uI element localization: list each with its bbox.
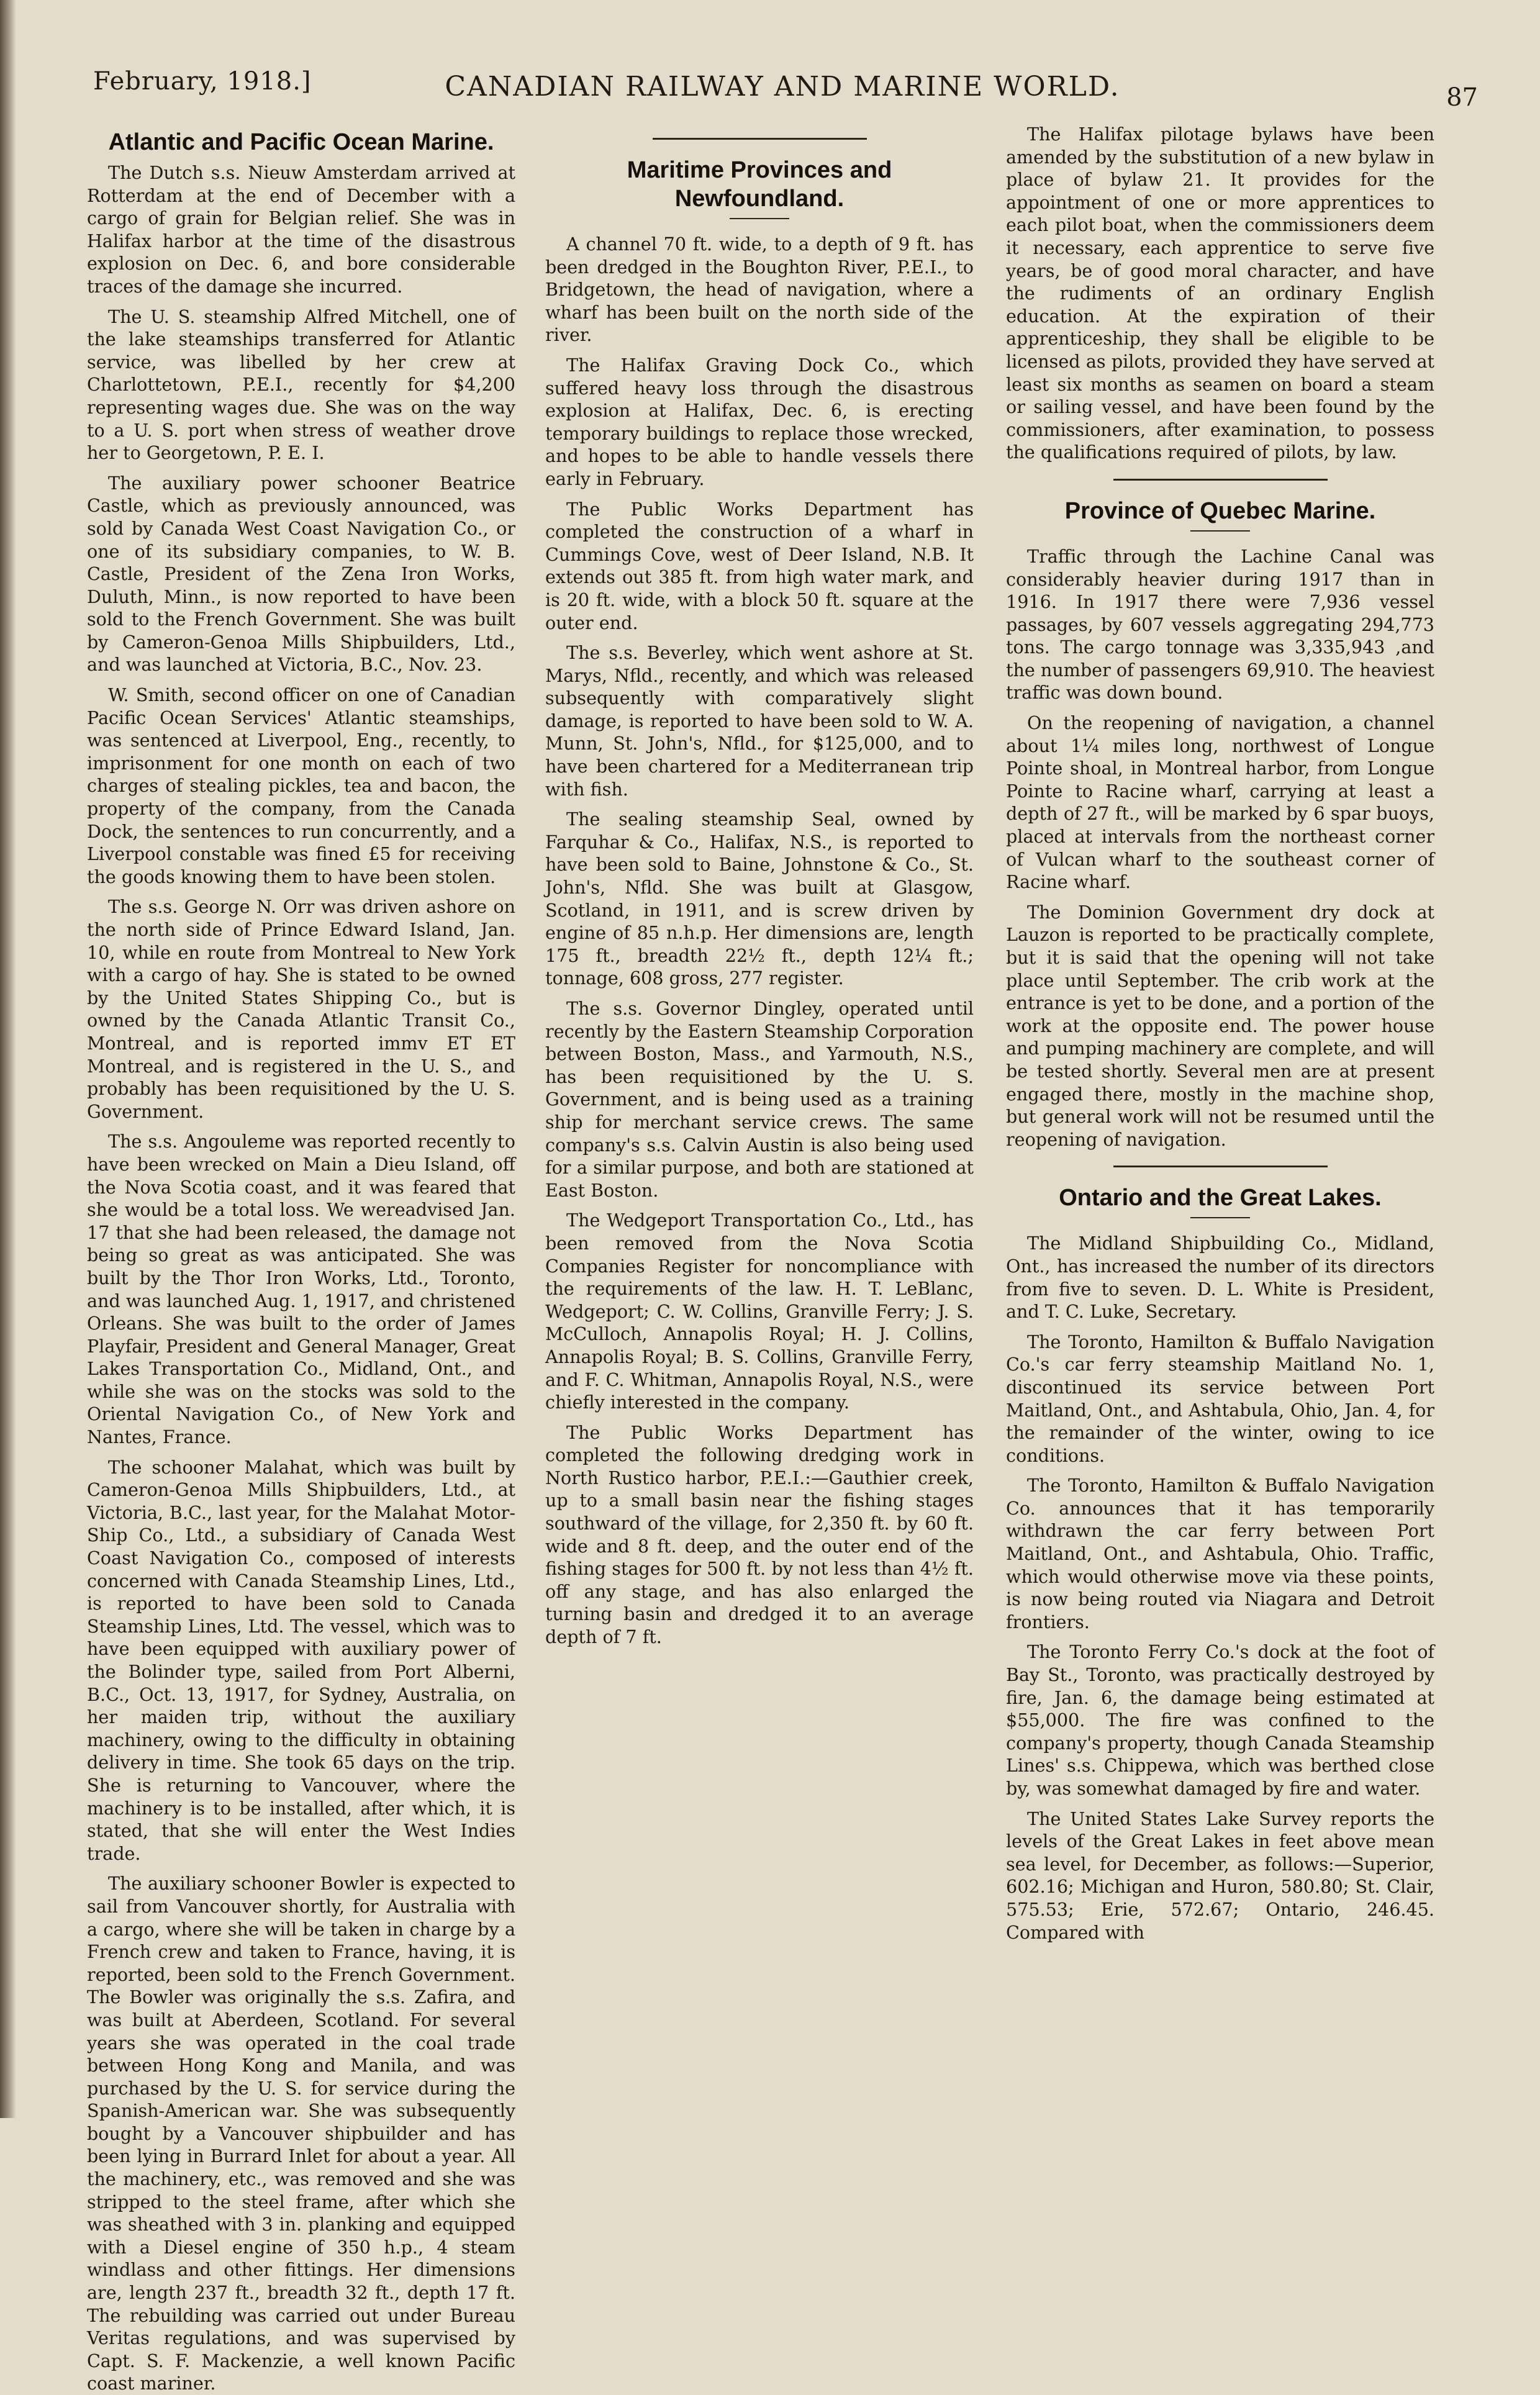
running-header xyxy=(87,67,1478,117)
article-paragraph: The Toronto Ferry Co.'s dock at the foot of Bay St., Toronto, was practically destroyed by fire, Jan. 6, the damage being estimated at $55,000. The fire was confined to the company's property, though Canada Steamship Lines' s.s. Chippewa, which was berthed close by, was somewhat damaged by fire and water. xyxy=(1006,1641,1434,1799)
heading-underline xyxy=(730,218,790,219)
article-paragraph: The Halifax Graving Dock Co., which suffered heavy loss through the disastrous explosion at Halifax, Dec. 6, is erecting temporary buildings to replace those wrecked, and hopes to be able to handle vessels there early in February. xyxy=(545,354,974,489)
article-paragraph: The Toronto, Hamilton & Buffalo Navigation Co. announces that it has temporarily withdrawn the car ferry between Port Maitland, Ont., and Ashtabula, Ohio. Traffic, which would otherwise move via these points, is now being routed via Niagara and Detroit frontiers. xyxy=(1006,1475,1434,1632)
section-divider xyxy=(1113,479,1328,481)
issue-date: February, 1918.] xyxy=(93,67,312,96)
column-2 xyxy=(545,123,974,2085)
article-paragraph: The auxiliary schooner Bowler is expected to sail from Vancouver shortly, for Australia with a cargo, where she will be taken in charge by a French crew and taken to France, having, it is reported, been sold to the French Government. The Bowler was originally the s.s. Zafira, and was built at Aberdeen, Scotland. For several years she was operated in the coal trade between Hong Kong and Manila, and was purchased by the U. S. for service during the Spanish-American war. She was subsequently bought by a Vancouver shipbuilder and has been lying in Burrard Inlet for about a year. All the machinery, etc., was removed and she was stripped to the steel frame, after which she was sheathed with 3 in. planking and equipped with a Diesel engine of 350 h.p., 4 steam windlass and other fittings. Her dimensions are, length 237 ft., breadth 32 ft., depth 17 ft. The rebuilding was carried out under Bureau Veritas regulations, and was supervised by Capt. S. F. Mackenzie, a well known Pacific coast mariner. xyxy=(87,1873,515,2394)
column-3 xyxy=(1006,123,1434,2085)
section-heading-maritime: Maritime Provinces and Newfoundland. xyxy=(627,157,892,212)
article-paragraph: The Midland Shipbuilding Co., Midland, Ont., has increased the number of its directors from five to seven. D. L. White is President, and T. C. Luke, Secretary. xyxy=(1006,1233,1434,1323)
section-heading-quebec: Province of Quebec Marine. xyxy=(1064,497,1376,524)
article-paragraph: The Toronto, Hamilton & Buffalo Navigation Co.'s car ferry steamship Maitland No. 1, discontinued its service between Port Maitland, Ont., and Ashtabula, Ohio, Jan. 4, for the remainder of the winter, owing to ice conditions. xyxy=(1006,1331,1434,1466)
article-paragraph: The Public Works Department has completed the following dredging work in North Rustico harbor, P.E.I.:—Gauthier creek, up to a small basin near the fishing stages southward of the village, for 2,350 ft. by 60 ft. wide and 8 ft. deep, and the outer end of the fishing stages for 500 ft. by not less than 4½ ft. off any stage, and has also enlarged the turning basin and dredged it to an average depth of 7 ft. xyxy=(545,1421,974,1648)
article-paragraph: W. Smith, second officer on one of Canadian Pacific Ocean Services' Atlantic steamships, was sentenced at Liverpool, Eng., recently, to imprisonment for one month on each of two charges of stealing pickles, tea and bacon, the property of the company, from the Canada Dock, the sentences to run concurrently, and a Liverpool constable was fined £5 for receiving the goods knowing them to have been stolen. xyxy=(87,684,515,887)
section-heading-ontario: Ontario and the Great Lakes. xyxy=(1059,1185,1382,1211)
article-paragraph: The Dominion Government dry dock at Lauzon is reported to be practically complete, but it is said that the opening will not take place until September. The crib work at the entrance is yet to be done, and a portion of the work at the opposite end. The power house and pumping machinery are complete, and will be tested shortly. Several men are at present engaged there, mostly in the machine shop, but general work will not be resumed until the reopening of navigation. xyxy=(1006,901,1434,1150)
article-paragraph: The Halifax pilotage bylaws have been amended by the substitution of a new bylaw in place of bylaw 21. It provides for the appointment of one or more apprentices to each pilot boat, when the commissioners deem it necessary, each apprentice to serve five years, be of good moral character, and have the rudiments of an ordinary English education. At the expiration of their apprenticeship, they shall be eligible to be licensed as pilots, provided they have served at least six months as seamen on board a steam or sailing vessel, and have been found by the commissioners, after examination, to possess the qualifications required of pilots, by law. xyxy=(1006,124,1434,463)
section-heading-atlantic-pacific: Atlantic and Pacific Ocean Marine. xyxy=(108,129,494,155)
article-paragraph: The Wedgeport Transportation Co., Ltd., has been removed from the Nova Scotia Companies Register for noncompliance with the requirements of the law. H. T. LeBlanc, Wedgeport; C. W. Collins, Granville Ferry; J. S. McCulloch, Annapolis Royal; H. J. Collins, Annapolis Royal; B. S. Collins, Granville Ferry, and F. C. Whitman, Annapolis Royal, N.S., were chiefly interested in the company. xyxy=(545,1210,974,1413)
section-divider xyxy=(1113,1166,1328,1167)
article-paragraph: The s.s. Governor Dingley, operated until recently by the Eastern Steamship Corporation between Boston, Mass., and Yarmouth, N.S., has been requisitioned by the U. S. Government, and is being used as a training ship for merchant service crews. The same company's s.s. Calvin Austin is also being used for a similar purpose, and both are stationed at East Boston. xyxy=(545,998,974,1201)
article-paragraph: The s.s. Beverley, which went ashore at St. Marys, Nfld., recently, and which was released subsequently with comparatively slight damage, is reported to have been sold to W. A. Munn, St. John's, Nfld., for $125,000, and to have been chartered for a Mediterranean trip with fish. xyxy=(545,642,974,800)
article-paragraph: The auxiliary power schooner Beatrice Castle, which as previously announced, was sold by Canada West Coast Navigation Co., or one of its subsidiary companies, to W. B. Castle, President of the Zena Iron Works, Duluth, Minn., is now reported to have been sold to the French Government. She was built by Cameron-Genoa Mills Shipbuilders, Ltd., and was launched at Victoria, B.C., Nov. 23. xyxy=(87,472,515,676)
article-paragraph: Traffic through the Lachine Canal was considerably heavier during 1917 than in 1916. In 1917 there were 7,936 vessel passages, by 607 vessels aggregating 294,773 tons. The cargo tonnage was 3,335,943 ,and the number of passengers 69,910. The heaviest traffic was down bound. xyxy=(1006,545,1434,704)
article-paragraph: The s.s. George N. Orr was driven ashore on the north side of Prince Edward Island, Jan. 10, while en route from Montreal to New York with a cargo of hay. She is stated to be owned by the United States Shipping Co., but is owned by the Canada Atlantic Transit Co., Montreal, and is reported immv ET ET Montreal, and is registered in the U. S., and probably has been requisitioned by the U. S. Government. xyxy=(87,896,515,1122)
masthead-title: CANADIAN RAILWAY AND MARINE WORLD. xyxy=(445,71,1120,102)
article-paragraph: The Public Works Department has completed the construction of a wharf in Cummings Cove, west of Deer Island, N.B. It extends out 385 ft. from high water mark, and is 20 ft. wide, with a block 50 ft. square at the outer end. xyxy=(545,498,974,633)
article-paragraph: The schooner Malahat, which was built by Cameron-Genoa Mills Shipbuilders, Ltd., at Victoria, B.C., last year, for the Malahat Motor-Ship Co., Ltd., a subsidiary of Canada West Coast Navigation Co., composed of interests concerned with Canada Steamship Lines, Ltd., is reported to have been sold to Canada Steamship Lines, Ltd. The vessel, which was to have been equipped with auxiliary power of the Bolinder type, sailed from Port Alberni, B.C., Oct. 13, 1917, for Sydney, Australia, on her maiden trip, without the auxiliary machinery, owing to the difficulty in obtaining delivery in time. She took 65 days on the trip. She is returning to Vancouver, where the machinery is to be installed, after which, it is stated, that she will enter the West Indies trade. xyxy=(87,1456,515,1864)
article-paragraph: The U. S. steamship Alfred Mitchell, one of the lake steamships transferred for Atlantic service, was libelled by her crew at Charlottetown, P.E.I., recently for $4,200 representing wages due. She was on the way to a U. S. port when stress of weather drove her to Georgetown, P. E. I. xyxy=(87,306,515,464)
section-divider xyxy=(653,138,867,140)
article-paragraph: The s.s. Angouleme was reported recently to have been wrecked on Main a Dieu Island, off the Nova Scotia coast, and it was feared that she would be a total loss. We wereadvised Jan. 17 that she had been released, the damage not being so great as was anticipated. She was built by the Thor Iron Works, Ltd., Toronto, and was launched Aug. 1, 1917, and christened Orleans. She was built to the order of James Playfair, President and General Manager, Great Lakes Transportation Co., Midland, Ont., and while she was on the stocks was sold to the Oriental Navigation Co., of New York and Nantes, France. xyxy=(87,1131,515,1448)
article-paragraph: The Dutch s.s. Nieuw Amsterdam arrived at Rotterdam at the end of December with a cargo of grain for Belgian relief. She was in Halifax harbor at the time of the disastrous explosion on Dec. 6, and bore considerable traces of the damage she incurred. xyxy=(87,162,515,297)
page-number: 87 xyxy=(1446,83,1478,112)
article-paragraph: The United States Lake Survey reports the levels of the Great Lakes in feet above mean sea level, for December, as follows:—Superior, 602.16; Michigan and Huron, 580.80; St. Clair, 575.53; Erie, 572.67; Ontario, 246.45. Compared with xyxy=(1006,1808,1434,1943)
heading-underline xyxy=(1190,530,1251,532)
article-paragraph: The sealing steamship Seal, owned by Farquhar & Co., Halifax, N.S., is reported to have been sold to Baine, Johnstone & Co., St. John's, Nfld. She was built at Glasgow, Scotland, in 1911, and is screw driven by engine of 85 n.h.p. Her dimensions are, length 175 ft., breadth 22½ ft., depth 12¼ ft.; tonnage, 608 gross, 277 register. xyxy=(545,808,974,989)
heading-underline xyxy=(1190,1217,1251,1218)
article-paragraph: A channel 70 ft. wide, to a depth of 9 ft. has been dredged in the Boughton River, P.E.I., to Bridgetown, the head of navigation, where a wharf has been built on the north side of the river. xyxy=(545,233,974,346)
page-binding-edge xyxy=(0,0,16,2118)
column-1 xyxy=(87,123,515,2394)
article-paragraph: On the reopening of navigation, a channel about 1¼ miles long, northwest of Longue Pointe shoal, in Montreal harbor, from Longue Pointe to Racine wharf, carrying at least a depth of 27 ft., will be marked by 6 spar buoys, placed at intervals from the northeast corner of Vulcan wharf to the southeast corner of Racine wharf. xyxy=(1006,712,1434,893)
